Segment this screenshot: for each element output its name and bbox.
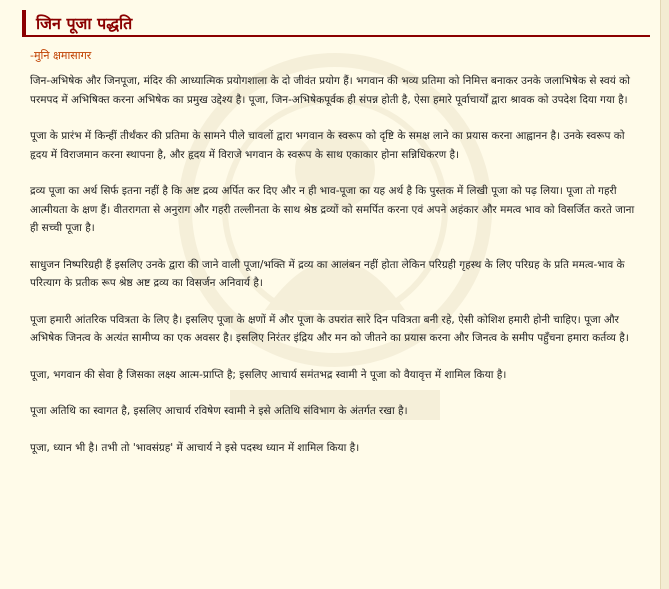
paragraph: पूजा के प्रारंभ में किन्हीं तीर्थंकर की प्रतिमा के सामने पीले चावलों द्वारा भगवान के स्वरूप को दृष्टि के समक्ष लाने का प्रयास करना आह्वानन है। उनके स्वरूप को हृदय में विराजमान करना स्थापना है, और हृदय में विराजे भगवान के स्वरूप के साथ एकाकार होना सन्निधिकरण है। [30, 130, 625, 161]
paragraph: साधुजन निष्परिग्रही हैं इसलिए उनके द्वारा की जाने वाली पूजा/भक्ति में द्रव्य का आलंबन नहीं होता लेकिन परिग्रही गृहस्थ के लिए परिग्रह के प्रति ममत्व-भाव के परित्याग के प्रतीक रूप श्रेष्ठ अष्ट द्रव्य का विसर्जन अनिवार्य है। [30, 258, 625, 289]
paragraph: पूजा अतिथि का स्वागत है, इसलिए आचार्य रविषेण स्वामी ने इसे अतिथि संविभाग के अंतर्गत रखा है। [30, 405, 408, 417]
paragraph: पूजा हमारी आंतरिक पवित्रता के लिए है। इसलिए पूजा के क्षणों में और पूजा के उपरांत सारे दिन पवित्रता बनी रहे, ऐसी कोशिश हमारी होनी चाहिए। पूजा और अभिषेक जिनत्व के अत्यंत सामीप्य का एक अवसर है। इसलिए निरंतर इंद्रिय और मन को जीतने का प्रयास करना और जिनत्व के समीप पहुँचना हमारा कर्तव्य है। [30, 313, 629, 344]
paragraph: जिन-अभिषेक और जिनपूजा, मंदिर की आध्यात्मिक प्रयोगशाला के दो जीवंत प्रयोग हैं। भगवान की भव्य प्रतिमा को निमित्त बनाकर उनके जलाभिषेक से स्वयं को परमपद में अभिषिक्त करना अभिषेक का प्रमुख उद्देश्य है। पूजा, जिन-अभिषेकपूर्वक ही संपन्न होती है, ऐसा हमारे पूर्वाचार्यों द्वारा श्रावक को उपदेश दिया गया है। [30, 75, 630, 106]
title-bar [22, 10, 650, 37]
article-body [30, 72, 642, 475]
paragraph: पूजा, ध्यान भी है। तभी तो 'भावसंग्रह' में आचार्य ने इसे पदस्थ ध्यान में शामिल किया है। [30, 441, 360, 454]
paragraph: पूजा, भगवान की सेवा है जिसका लक्ष्य आत्म-प्राप्ति है; इसलिए आचार्य समंतभद्र स्वामी ने पूजा को वैयावृत्त में शामिल किया है। [30, 368, 507, 381]
author-line: -मुनि क्षमासागर [30, 49, 92, 62]
page-title: जिन पूजा पद्धति [36, 14, 133, 33]
paragraph: द्रव्य पूजा का अर्थ सिर्फ इतना नहीं है कि अष्ट द्रव्य अर्पित कर दिए और न ही भाव-पूजा का यह अर्थ है कि पुस्तक में लिखी पूजा को पढ़ लिया। पूजा तो गहरी आत्मीयता के क्षण हैं। वीतरागता से अनुराग और गहरी तल्लीनता के साथ श्रेष्ठ द्रव्यों को समर्पित करना एवं अपने अहंकार और ममत्व भाव को विसर्जित करते जाना ही सच्ची पूजा है। [30, 185, 635, 234]
vertical-scrollbar[interactable] [661, 0, 669, 589]
